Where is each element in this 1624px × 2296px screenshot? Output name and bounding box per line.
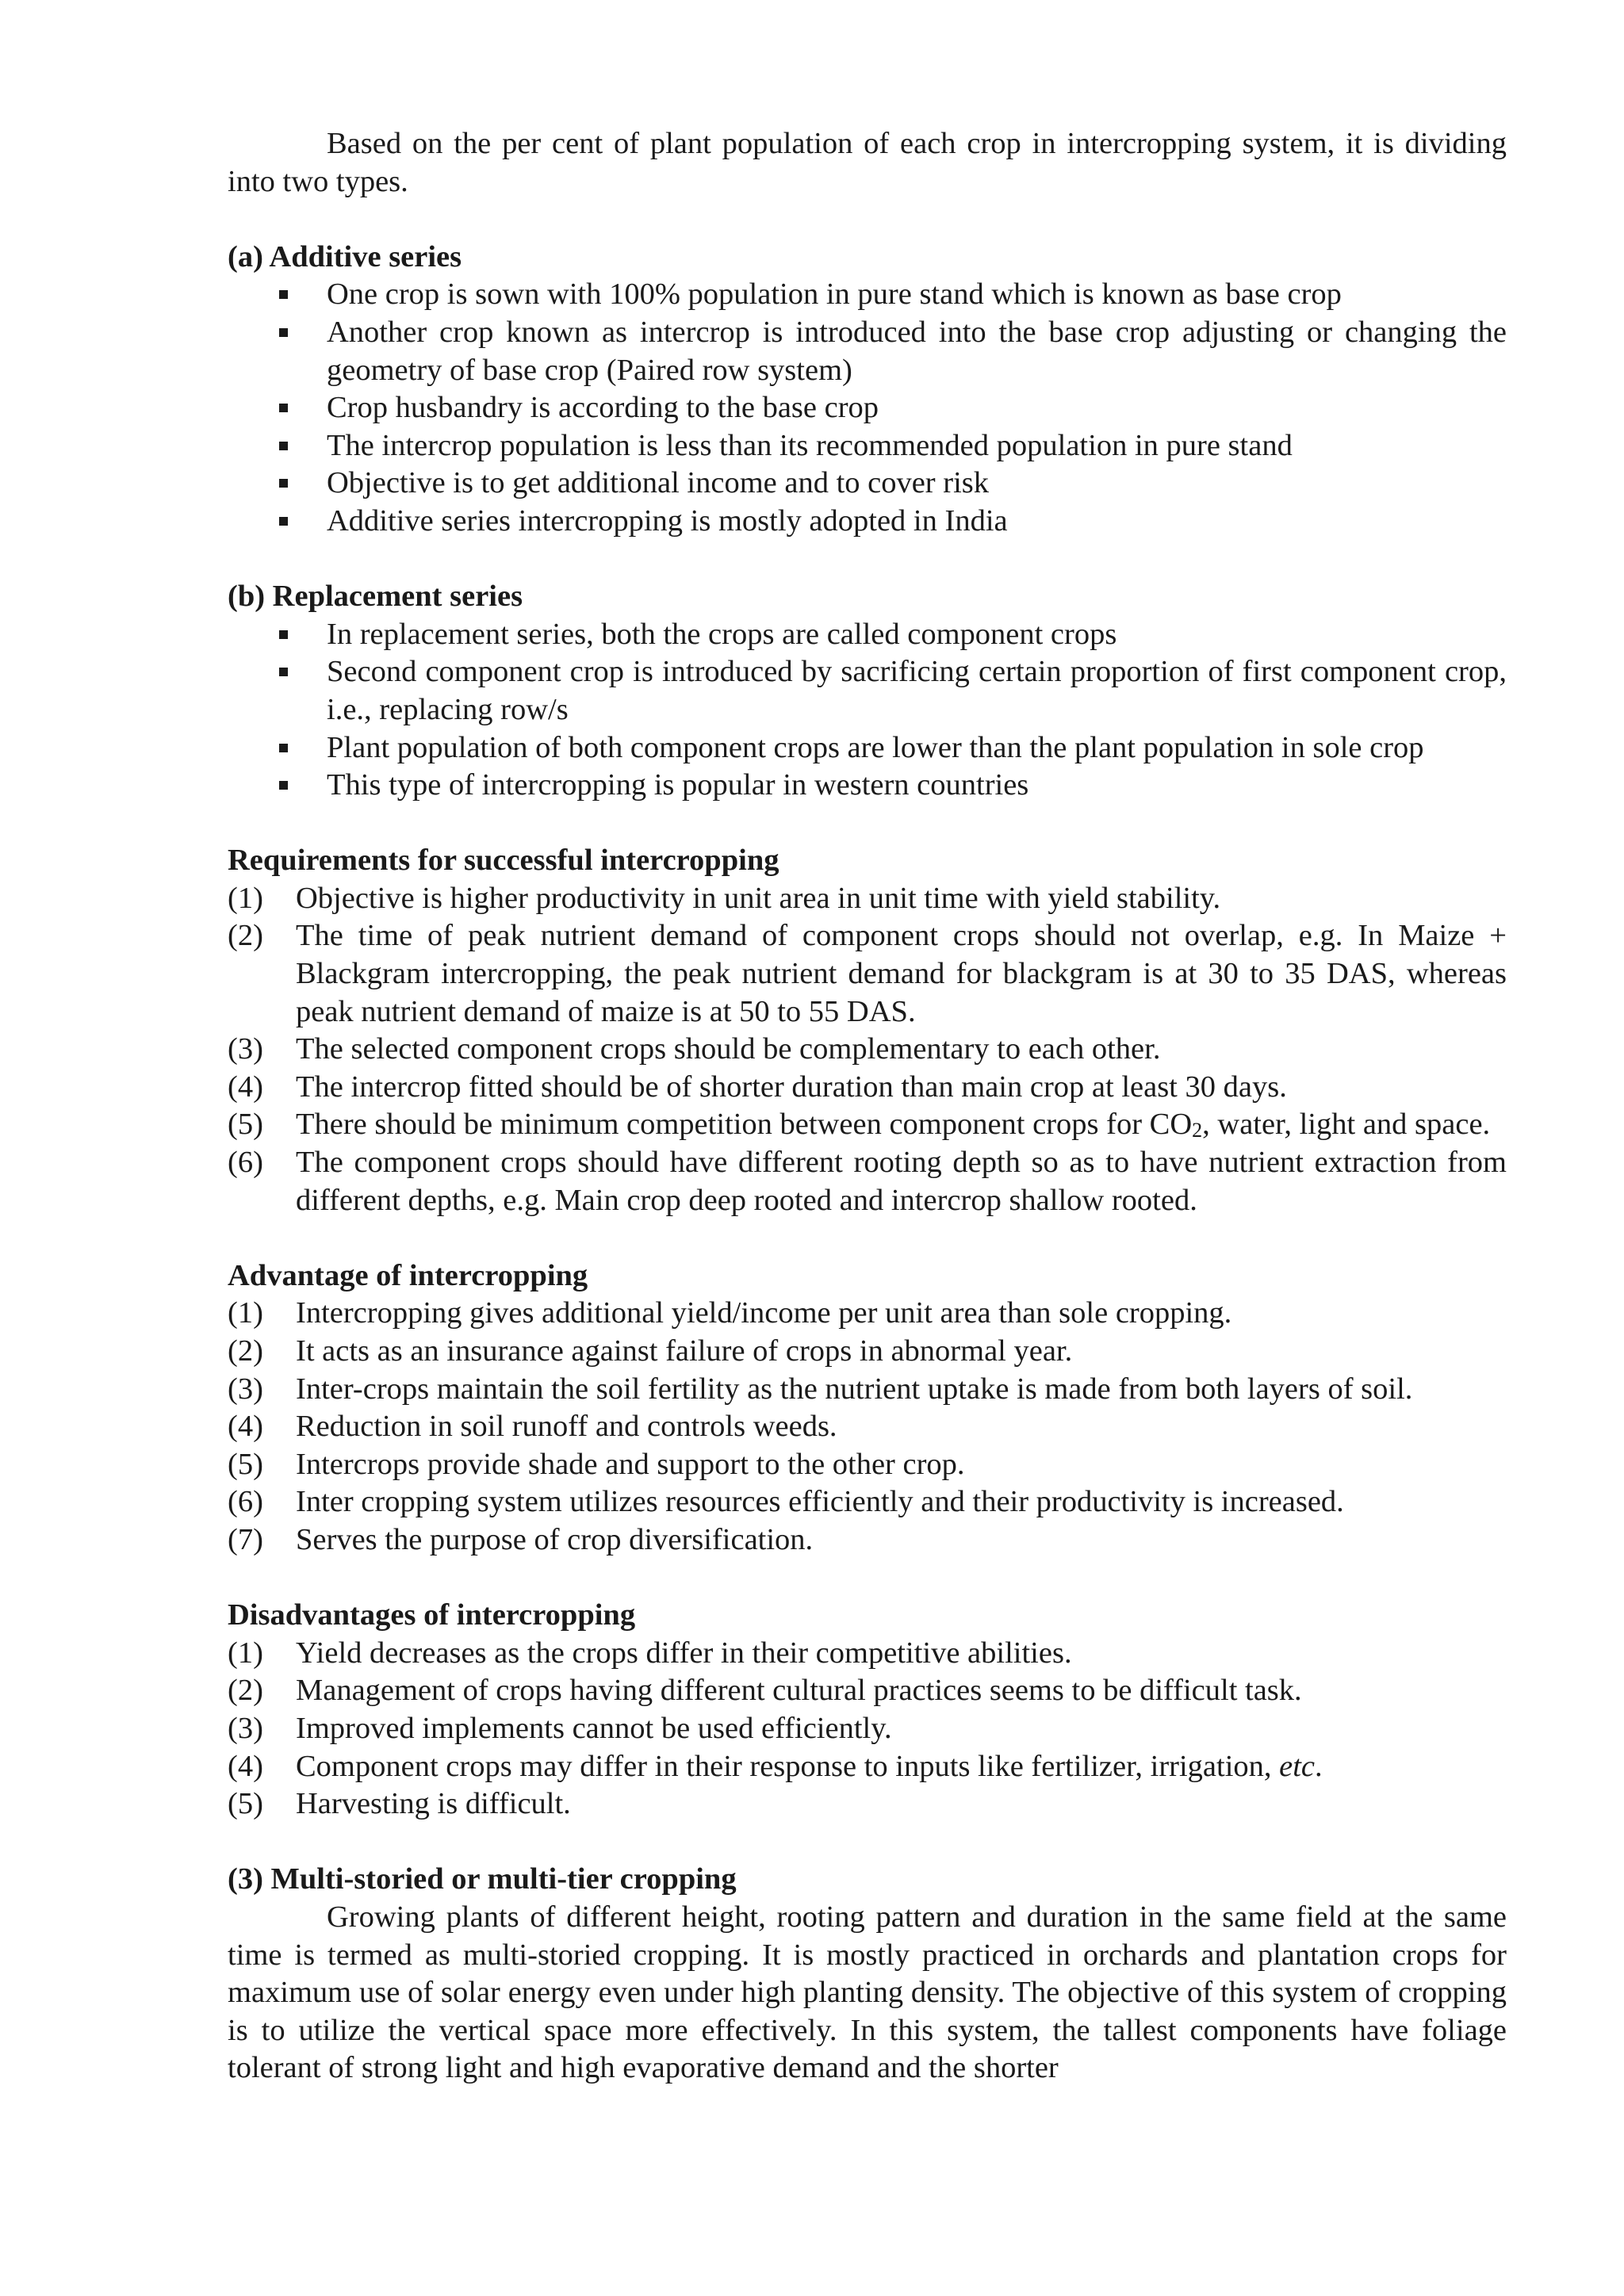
list-item [228, 1483, 1507, 1521]
item-text: There should be minimum competition between component crops for CO [296, 1108, 1193, 1142]
item-text: Improved implements cannot be used efficiently. [296, 1711, 892, 1745]
list-item [228, 917, 1507, 1031]
item-number: (3) [228, 1032, 263, 1066]
intro-paragraph: Based on the per cent of plant population of each crop in intercropping system, it is dividing into two types. [228, 127, 1507, 198]
list-item [228, 880, 1507, 918]
list-item [228, 1144, 1507, 1219]
item-text: Inter cropping system utilizes resources efficiently and their productivity is increased. [296, 1485, 1344, 1519]
list-item [228, 1785, 1507, 1823]
item-number: (3) [228, 1711, 263, 1745]
list-item [228, 1446, 1507, 1484]
item-text: The selected component crops should be complementary to each other. [296, 1032, 1161, 1066]
item-number: (2) [228, 1334, 263, 1368]
item-number: (2) [228, 1674, 263, 1708]
item-number: (4) [228, 1410, 263, 1444]
item-text: Harvesting is difficult. [296, 1787, 571, 1821]
requirements-list [228, 880, 1507, 1219]
item-text: The intercrop fitted should be of shorter duration than main crop at least 30 days. [296, 1070, 1287, 1104]
list-item [228, 1635, 1507, 1673]
list-item: This type of intercropping is popular in western countries [327, 767, 1507, 805]
item-text: . [1315, 1749, 1323, 1783]
item-text: Objective is higher productivity in unit area in unit time with yield stability. [296, 881, 1221, 915]
list-item [228, 1710, 1507, 1748]
replacement-series-heading: (b) Replacement series [228, 580, 523, 614]
item-text: Intercropping gives additional yield/income per unit area than sole cropping. [296, 1296, 1232, 1330]
item-number: (2) [228, 919, 263, 953]
list-item: One crop is sown with 100% population in pure stand which is known as base crop [327, 276, 1507, 314]
requirements-heading: Requirements for successful intercropping [228, 844, 779, 878]
list-item [228, 1521, 1507, 1559]
item-number: (1) [228, 1636, 263, 1670]
advantages-list [228, 1295, 1507, 1559]
list-item: In replacement series, both the crops are called component crops [327, 616, 1507, 654]
item-number: (1) [228, 881, 263, 915]
document-page [228, 125, 1507, 2087]
item-number: (5) [228, 1108, 263, 1142]
item-number: (4) [228, 1070, 263, 1104]
list-item [228, 1333, 1507, 1371]
item-text: Reduction in soil runoff and controls weeds. [296, 1410, 837, 1444]
disadvantages-list [228, 1635, 1507, 1823]
item-number: (7) [228, 1522, 263, 1556]
item-text: Component crops may differ in their response to inputs like fertilizer, irrigation, [296, 1749, 1280, 1783]
list-item: Second component crop is introduced by sacrificing certain proportion of first component crop, i.e., replacing row/s [327, 653, 1507, 729]
item-text: The component crops should have different rooting depth so as to have nutrient extraction from different depths, e.g. Main crop deep rooted and intercrop shallow rooted. [296, 1146, 1507, 1217]
list-item [228, 1031, 1507, 1069]
list-item [228, 1408, 1507, 1446]
item-number: (5) [228, 1447, 263, 1481]
list-item: Additive series intercropping is mostly adopted in India [327, 503, 1507, 541]
list-item: Another crop known as intercrop is introduced into the base crop adjusting or changing the geometry of base crop (Paired row system) [327, 314, 1507, 389]
list-item [228, 1069, 1507, 1107]
item-number: (6) [228, 1485, 263, 1519]
advantages-heading: Advantage of intercropping [228, 1258, 588, 1292]
disadvantages-heading: Disadvantages of intercropping [228, 1598, 636, 1632]
subscript-2: 2 [1192, 1119, 1203, 1142]
item-text: Yield decreases as the crops differ in their competitive abilities. [296, 1636, 1072, 1670]
list-item [228, 1371, 1507, 1409]
item-text-italic: etc [1279, 1749, 1316, 1783]
list-item [228, 1672, 1507, 1710]
item-number: (1) [228, 1296, 263, 1330]
item-number: (6) [228, 1146, 263, 1180]
list-item: Plant population of both component crops are lower than the plant population in sole crop [327, 729, 1507, 767]
multistoried-paragraph: Growing plants of different height, rooting pattern and duration in the same field at the same time is termed as multi-storied cropping. It is mostly practiced in orchards and plantation crops for maximum use of solar energy even under high planting density. The objective of this system of cropping is to utilize the vertical space more effectively. In this system, the tallest components have foliage tolerant of strong light and high evaporative demand and the shorter [228, 1900, 1507, 2085]
list-item [228, 1748, 1507, 1786]
item-number: (3) [228, 1372, 263, 1406]
list-item: Objective is to get additional income and to cover risk [327, 465, 1507, 503]
item-text: It acts as an insurance against failure of crops in abnormal year. [296, 1334, 1073, 1368]
list-item: The intercrop population is less than its recommended population in pure stand [327, 427, 1507, 465]
replacement-series-list [228, 616, 1507, 805]
additive-series-heading: (a) Additive series [228, 239, 462, 274]
item-text: Inter-crops maintain the soil fertility as the nutrient uptake is made from both layers of soil. [296, 1372, 1413, 1406]
item-text: , water, light and space. [1202, 1108, 1491, 1142]
multistoried-heading: (3) Multi-storied or multi-tier cropping [228, 1862, 737, 1896]
list-item [228, 1106, 1507, 1144]
item-text: The time of peak nutrient demand of component crops should not overlap, e.g. In Maize + Blackgram intercropping, the peak nutrient demand for blackgram is at 30 to 35 DAS, whereas peak nutrient demand of maize is at 50 to 55 DAS. [296, 919, 1507, 1028]
additive-series-list [228, 276, 1507, 540]
list-item [228, 1295, 1507, 1333]
item-number: (4) [228, 1749, 263, 1783]
item-text: Serves the purpose of crop diversification. [296, 1522, 814, 1556]
item-text: Management of crops having different cultural practices seems to be difficult task. [296, 1674, 1302, 1708]
item-number: (5) [228, 1787, 263, 1821]
item-text: Intercrops provide shade and support to the other crop. [296, 1447, 965, 1481]
list-item: Crop husbandry is according to the base crop [327, 389, 1507, 427]
